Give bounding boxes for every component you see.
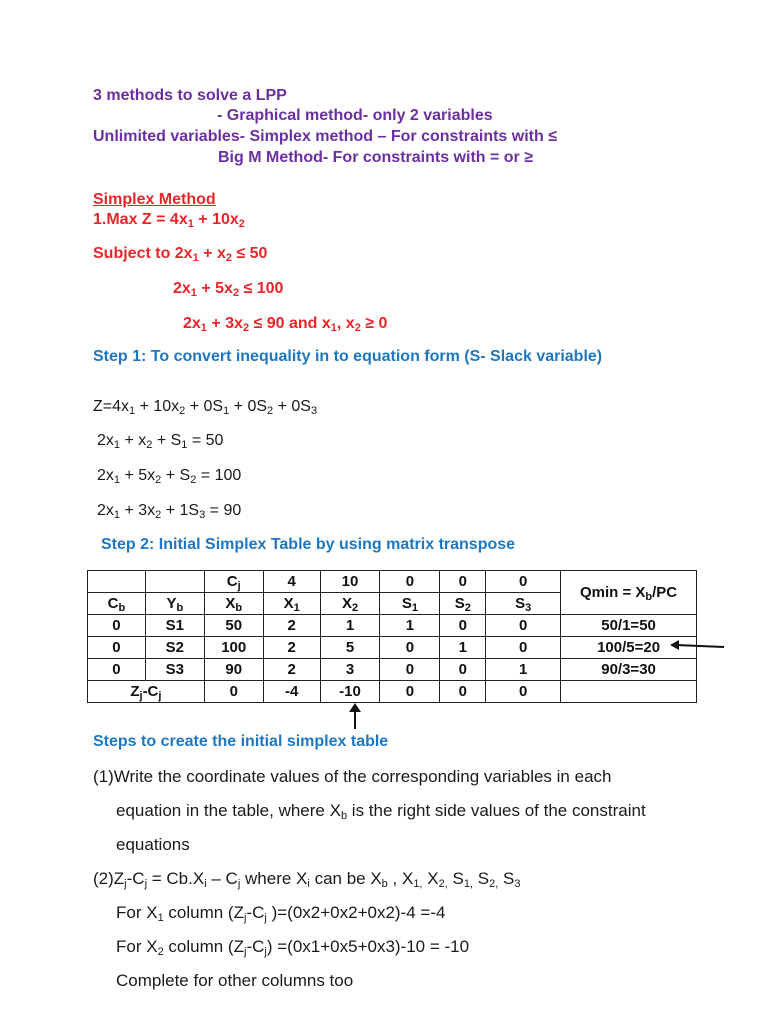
x1-column-calc: For $X_1$ column ($Z_j-C_j$ )=(0x2+0x2+0x2)-4 =-4 — [116, 903, 446, 924]
cell-s1: 0 — [380, 637, 440, 659]
cell-s3: 0 — [486, 615, 561, 637]
cell-qmin: 90/3=30 — [561, 659, 697, 681]
x2-column-calc: For $X_2$ column $(Z_j-C_j) =(0x1+0x5+0x3)-10 = -10$ — [116, 937, 470, 958]
intro-line-3: Unlimited variables- Simplex method – For constraints with ≤ — [93, 128, 557, 145]
table-row — [88, 615, 697, 637]
cell-x1: 2 — [263, 659, 320, 681]
zj-cj-row — [88, 681, 697, 703]
leaving-variable-arrow-icon — [670, 640, 725, 652]
cj-row — [88, 571, 697, 593]
header-s3: $S_3$ — [486, 593, 561, 615]
intro-line-4: Big M Method- For constraints with = or ≥ — [218, 149, 533, 166]
constraint-1: Subject to $2x_1 + x_2 \le 50$ — [93, 245, 268, 264]
cell-yb: S2 — [145, 637, 204, 659]
intro-line-2: - Graphical method- only 2 variables — [217, 107, 493, 124]
step-2-title: Step 2: Initial Simplex Table by using matrix transpose — [101, 536, 516, 553]
step-1-title: Step 1: To convert inequality in to equation form (S- Slack variable) — [93, 348, 603, 365]
cell-s2: 1 — [440, 637, 486, 659]
cell-cb: 0 — [88, 637, 146, 659]
cell-yb: S3 — [145, 659, 204, 681]
step-1-text-line-2: equation in the table, where $X_b$ is the right side values of the constraint — [116, 801, 646, 822]
cell-s2: 0 — [440, 615, 486, 637]
constraint-2: $2x_1 + 5x_2 \le 100$ — [173, 280, 284, 299]
equation-1: $2x_1 + x_2 + S_1 = 50$ — [97, 432, 224, 451]
cell-x2: 3 — [320, 659, 380, 681]
zj-cj-label: $Z_j-C_j$ — [88, 681, 205, 703]
zj-x1: -4 — [263, 681, 320, 703]
cell-s3: 0 — [486, 637, 561, 659]
empty-cell — [88, 571, 146, 593]
cell-x2: 1 — [320, 615, 380, 637]
cell-xb: 50 — [204, 615, 263, 637]
cell-cb: 0 — [88, 659, 146, 681]
empty-cell — [145, 571, 204, 593]
header-x1: $X_1$ — [263, 593, 320, 615]
step-1-text-line-3: equations — [116, 835, 190, 854]
cj-s3: 0 — [486, 571, 561, 593]
table-row — [88, 659, 697, 681]
cell-xb: 100 — [204, 637, 263, 659]
cj-x1: 4 — [263, 571, 320, 593]
cell-s1: 1 — [380, 615, 440, 637]
simplex-table — [87, 570, 697, 703]
equation-2: $2x_1 + 5x_2 + S_2 = 100$ — [97, 467, 242, 486]
qmin-header: $Qmin = X_b/PC$ — [561, 571, 697, 615]
cell-x2: 5 — [320, 637, 380, 659]
cell-s3: 1 — [486, 659, 561, 681]
cj-label: $C_j$ — [204, 571, 263, 593]
cell-s1: 0 — [380, 659, 440, 681]
intro-line-1: 3 methods to solve a LPP — [93, 87, 287, 104]
complete-other-columns: Complete for other columns too — [116, 971, 354, 990]
entering-variable-arrow-icon — [348, 703, 362, 729]
cell-yb: S1 — [145, 615, 204, 637]
header-s2: $S_2$ — [440, 593, 486, 615]
objective-function: 1.Max $Z = 4x_1 + 10x_2$ — [93, 211, 245, 230]
cell-cb: 0 — [88, 615, 146, 637]
cell-qmin: 50/1=50 — [561, 615, 697, 637]
cell-s2: 0 — [440, 659, 486, 681]
cell-xb: 90 — [204, 659, 263, 681]
cj-s1: 0 — [380, 571, 440, 593]
steps-create-title: Steps to create the initial simplex table — [93, 733, 389, 750]
zj-s3: 0 — [486, 681, 561, 703]
header-cb: $C_b$ — [88, 593, 146, 615]
constraint-3: $2x_1 + 3x_2 \le 90$ and $x_1$, $x_2 \ge 0$ — [183, 315, 388, 334]
cj-s2: 0 — [440, 571, 486, 593]
equation-3: $2x_1 + 3x_2 + 1S_3 = 90$ — [97, 502, 242, 521]
empty-cell — [561, 681, 697, 703]
zj-x2: -10 — [320, 681, 380, 703]
header-xb: $X_b$ — [204, 593, 263, 615]
header-x2: $X_2$ — [320, 593, 380, 615]
cj-x2: 10 — [320, 571, 380, 593]
cell-x1: 2 — [263, 637, 320, 659]
cell-qmin: 100/5=20 — [561, 637, 697, 659]
equation-z: $Z=4x_1 + 10x_2 + 0S_1 + 0S_2 + 0S_3$ — [93, 398, 318, 417]
step-2-formula: $(2)Z_j-C_j = Cb.X_i - C_j$ where $X_i$ can be $X_b$ , $X_{1,}$ $X_{2,}$ $S_{1,}$ $S_{2,}$ $S_3$ — [93, 869, 521, 890]
zj-s1: 0 — [380, 681, 440, 703]
step-1-text-line-1: (1)Write the coordinate values of the corresponding variables in each — [93, 767, 612, 786]
header-s1: $S_1$ — [380, 593, 440, 615]
zj-xb: 0 — [204, 681, 263, 703]
header-yb: $Y_b$ — [145, 593, 204, 615]
simplex-heading: Simplex Method — [93, 191, 216, 208]
cell-x1: 2 — [263, 615, 320, 637]
zj-s2: 0 — [440, 681, 486, 703]
table-row — [88, 637, 697, 659]
